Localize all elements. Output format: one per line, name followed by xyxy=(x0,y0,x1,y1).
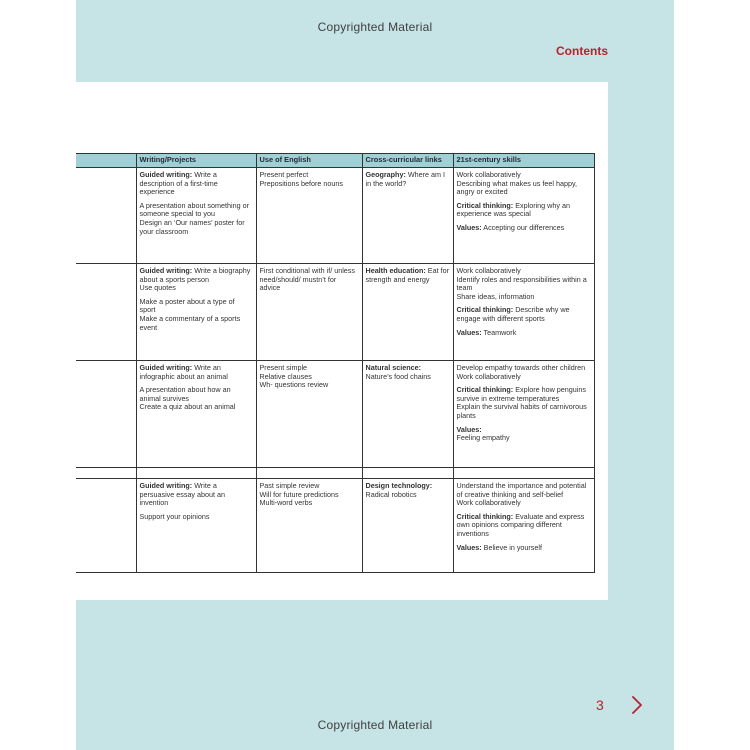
contents-link[interactable]: Contents xyxy=(556,44,608,58)
copyright-footer: Copyrighted Material xyxy=(317,718,433,732)
critical-thinking-text: Explore how penguins survive in extreme temperatures xyxy=(456,385,586,403)
grammar-item: First conditional with if/ unless xyxy=(259,266,355,275)
guided-writing-label: Guided writing: xyxy=(139,170,193,179)
guided-writing-label: Guided writing: xyxy=(139,481,193,490)
grammar-item: Present simple xyxy=(259,363,308,372)
guided-writing-text: Write an infographic about an animal xyxy=(139,363,228,381)
project-item: Design an ‘Our names’ poster for your classroom xyxy=(139,217,245,236)
header-cell-english: Use of English xyxy=(256,154,362,168)
grammar-item: Will for future predictions xyxy=(259,489,339,499)
writing-cell xyxy=(136,479,256,573)
skill-item: Work collaboratively xyxy=(456,266,521,275)
project-item: A presentation about something or someone special to you xyxy=(139,200,249,219)
guided-writing-text: Write a biography about a sports person xyxy=(139,266,251,284)
writing-cell xyxy=(136,168,256,264)
table-row xyxy=(76,264,594,361)
critical-thinking-label: Critical thinking: xyxy=(456,305,514,315)
grammar-item: Past simple review xyxy=(259,481,320,490)
project-item: Make a commentary of a sports event xyxy=(139,313,241,332)
critical-thinking-label: Critical thinking: xyxy=(456,385,514,395)
skills-cell xyxy=(453,361,594,468)
grammar-item: Present perfect xyxy=(259,170,309,179)
subject-text: Where am I in the world? xyxy=(365,170,445,188)
guided-writing-label: Guided writing: xyxy=(139,266,193,275)
english-cell xyxy=(256,479,362,573)
cross-cell xyxy=(362,361,453,468)
writing-cell xyxy=(136,361,256,468)
values-text: Believe in yourself xyxy=(481,542,542,552)
skill-item: Work collaboratively xyxy=(456,371,521,381)
values-label: Values: xyxy=(456,542,482,552)
values-text: Feeling empathy xyxy=(456,433,510,443)
english-cell xyxy=(256,168,362,264)
syllabus-table xyxy=(76,153,595,573)
skill-item: Understand the importance and potential of creative thinking and self-belief xyxy=(456,481,587,499)
values-text: Accepting our differences xyxy=(481,222,565,232)
critical-thinking-text: Exploring why an experience was special xyxy=(456,200,570,219)
writing-cell xyxy=(136,264,256,361)
subject-label: Design technology: xyxy=(365,481,433,490)
skill-item: Work collaboratively xyxy=(456,170,521,179)
unit-cell xyxy=(76,264,136,361)
copyright-header: Copyrighted Material xyxy=(317,20,433,34)
guided-writing-text: Write a description of a first-time experience xyxy=(139,170,218,197)
critical-thinking-label: Critical thinking: xyxy=(456,511,514,521)
project-item: Support your opinions xyxy=(139,511,210,521)
skill-item: Describing what makes us feel happy, angry or excited xyxy=(456,178,578,197)
skills-cell xyxy=(453,264,594,361)
grammar-item: Multi-word verbs xyxy=(259,498,313,508)
values-label: Values: xyxy=(456,222,482,232)
unit-cell xyxy=(76,168,136,264)
unit-cell xyxy=(76,479,136,573)
grammar-item: Relative clauses xyxy=(259,371,312,381)
english-cell xyxy=(256,264,362,361)
skill-item: Identify roles and responsibilities within a team xyxy=(456,274,587,293)
skill-item: Develop empathy towards other children xyxy=(456,363,586,372)
skills-cell xyxy=(453,168,594,264)
table-row xyxy=(76,479,594,573)
guided-writing-label: Guided writing: xyxy=(139,363,193,372)
chevron-right-icon[interactable] xyxy=(628,694,646,716)
header-cell-unit xyxy=(76,154,136,168)
table-header-row xyxy=(76,154,594,168)
subject-label: Natural science: xyxy=(365,363,422,372)
critical-thinking-label: Critical thinking: xyxy=(456,200,514,210)
subject-label: Geography: xyxy=(365,170,406,179)
grammar-item: Prepositions before nouns xyxy=(259,178,344,188)
critical-thinking-text-extra: Explain the survival habits of carnivorous plants xyxy=(456,402,587,420)
subject-text: Radical robotics xyxy=(365,489,417,499)
header-cell-writing: Writing/Projects xyxy=(136,154,256,168)
skills-cell xyxy=(453,479,594,573)
subject-text: Eat for strength and energy xyxy=(365,266,449,284)
cross-cell xyxy=(362,168,453,264)
project-item: Make a poster about a type of sport xyxy=(139,296,235,315)
header-cell-cross: Cross-curricular links xyxy=(362,154,453,168)
guided-writing-text: Write a persuasive essay about an invention xyxy=(139,481,226,508)
page-number: 3 xyxy=(596,697,604,713)
critical-thinking-text: Describe why we engage with different sports xyxy=(456,305,570,323)
table-divider-row xyxy=(76,468,594,479)
skill-item: Share ideas, information xyxy=(456,291,535,301)
subject-label: Health education: xyxy=(365,266,426,275)
values-text: Teamwork xyxy=(481,327,517,337)
project-item: A presentation about how an animal survives xyxy=(139,385,231,403)
project-item: Create a quiz about an animal xyxy=(139,402,236,412)
table-row xyxy=(76,361,594,468)
grammar-item: Wh- questions review xyxy=(259,380,329,390)
subject-text: Nature’s food chains xyxy=(365,371,431,381)
values-label: Values: xyxy=(456,327,482,337)
english-cell xyxy=(256,361,362,468)
header-cell-skills: 21st-century skills xyxy=(453,154,594,168)
critical-thinking-text: Evaluate and express own opinions comparing different inventions xyxy=(456,511,585,538)
cross-cell xyxy=(362,264,453,361)
table-row xyxy=(76,168,594,264)
cross-cell xyxy=(362,479,453,573)
grammar-item: need/should/ mustn’t for advice xyxy=(259,274,337,293)
unit-cell xyxy=(76,361,136,468)
values-label: Values: xyxy=(456,424,482,434)
project-item: Use quotes xyxy=(139,283,176,293)
skill-item: Work collaboratively xyxy=(456,498,521,508)
